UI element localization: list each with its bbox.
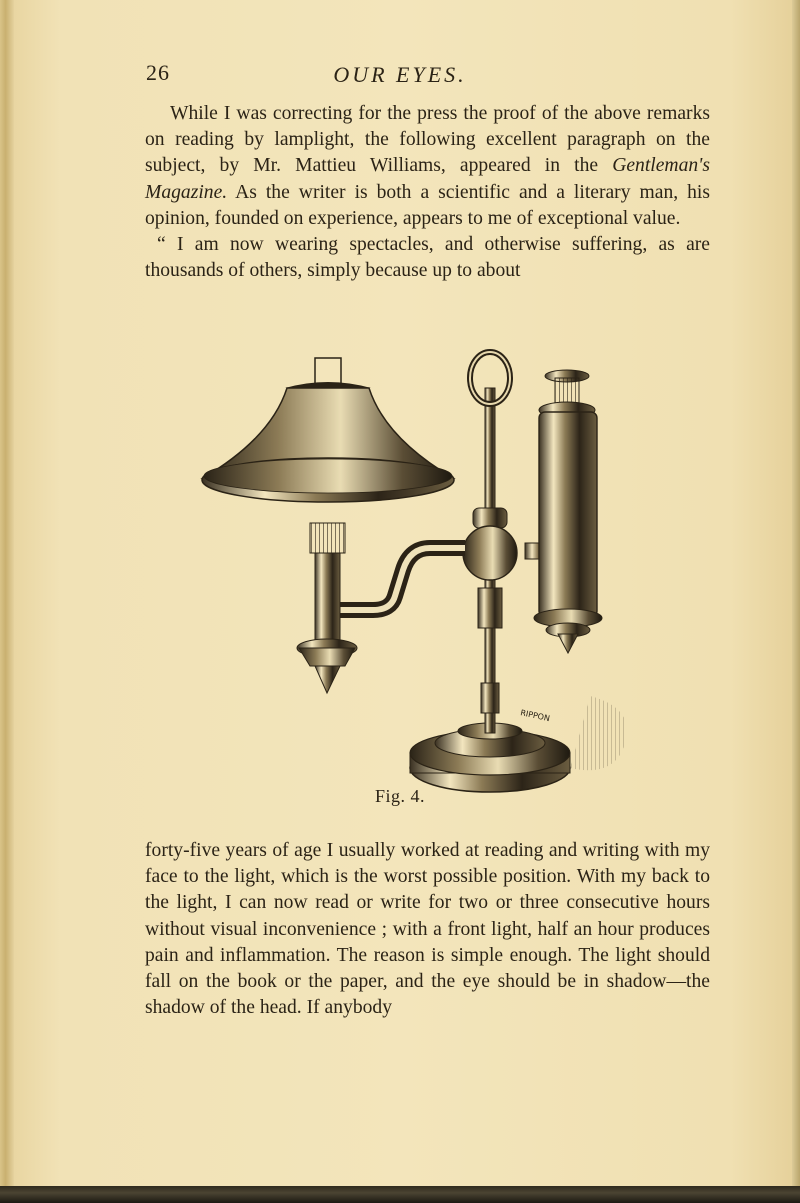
lamp-rod	[463, 352, 517, 733]
paragraph-2: forty-five years of age I usually worked at reading and writing with my face to the light, which is the worst possible position. With my back to the light, I can now read or write for two or three consecutive hours without visual inconvenience ; with a front light, half an hour produces pain and inflammation. The reason is simple enough. The light should fall on the book or the paper, and the eye should be in shadow—the shadow of the head. If anybody	[145, 840, 710, 1019]
paragraph-1-lead: While I was correcting for the press the proof of the above remarks on reading by lamplight, the following excellent paragraph on the subject, by Mr. Mattieu Williams, appeared in the	[145, 103, 710, 177]
paragraph-1	[145, 101, 710, 284]
quote-start: “ I am now wearing spectacles, and otherwise suffering, as are thousands of others, simply because up to about	[145, 234, 710, 282]
figure-caption: Fig. 4.	[374, 786, 425, 806]
lamp-base	[410, 696, 627, 792]
bottom-shadow	[0, 1186, 800, 1203]
magazine-title: Gentleman's Magazine.	[145, 155, 710, 203]
paragraph-1-rest: As the writer is both a scientific and a literary man, his opinion, founded on experience, appears to me of exceptional value.	[145, 181, 710, 229]
page-number: 26	[146, 60, 170, 85]
book-spine	[0, 0, 14, 1203]
lamp-reservoir	[534, 370, 602, 653]
running-title: OUR EYES.	[333, 62, 467, 87]
lamp-shade	[202, 358, 454, 502]
engraver-signature: RIPPON	[519, 708, 551, 724]
page-edge	[792, 0, 800, 1203]
page-header	[0, 60, 800, 90]
lamp-arm	[325, 543, 553, 610]
reading-lamp-illustration	[195, 348, 645, 803]
